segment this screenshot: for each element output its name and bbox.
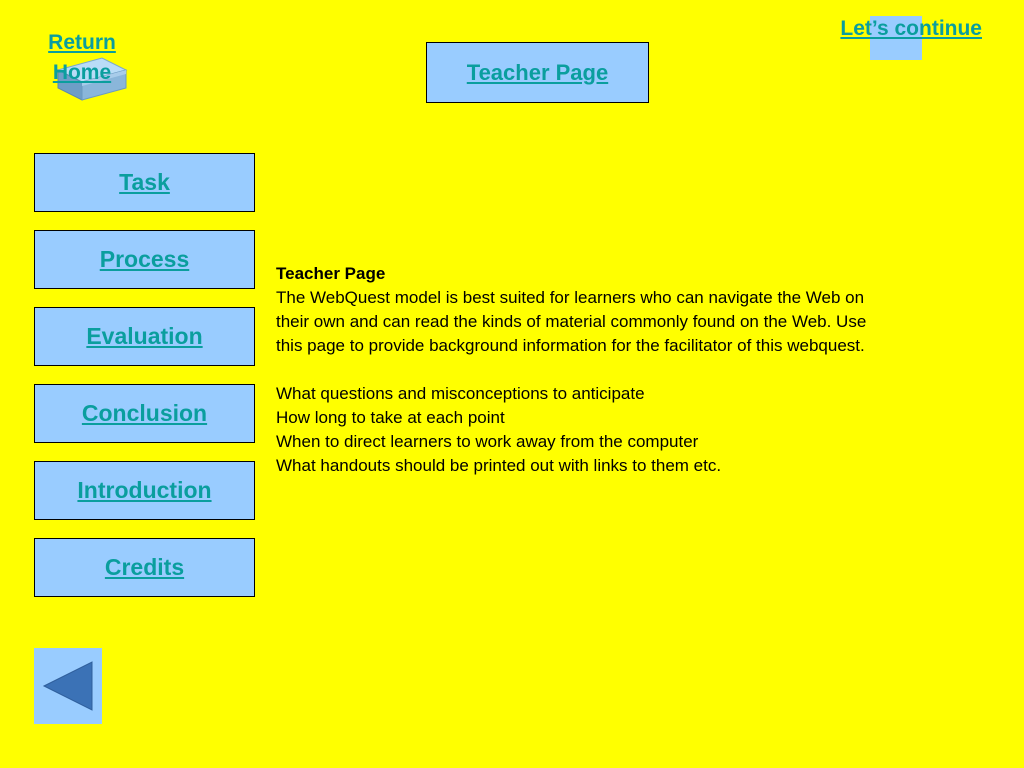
nav-link-evaluation[interactable]: Evaluation	[86, 323, 203, 349]
nav-button-evaluation[interactable]	[34, 307, 255, 366]
back-button[interactable]	[34, 648, 102, 724]
return-home-link[interactable]	[36, 28, 128, 88]
content-list-item: When to direct learners to work away from the computer	[276, 432, 699, 451]
return-home-line1[interactable]: Return	[48, 31, 116, 54]
page-title-box[interactable]	[426, 42, 649, 103]
content-paragraph-line-3: this page to provide background information for the facilitator of this webquest.	[276, 336, 865, 355]
content-paragraph-line-2: their own and can read the kinds of material commonly found on the Web. Use	[276, 312, 867, 331]
teacher-page-content	[276, 262, 996, 478]
nav-link-introduction[interactable]: Introduction	[77, 477, 212, 503]
nav-link-task[interactable]: Task	[119, 169, 170, 195]
nav-button-task[interactable]	[34, 153, 255, 212]
content-heading: Teacher Page	[276, 264, 386, 283]
content-spacer	[276, 358, 996, 382]
content-list-item: What questions and misconceptions to anticipate	[276, 384, 645, 403]
nav-button-introduction[interactable]	[34, 461, 255, 520]
content-list-item: How long to take at each point	[276, 408, 505, 427]
content-paragraph-line-1: The WebQuest model is best suited for learners who can navigate the Web on	[276, 288, 865, 307]
nav-button-conclusion[interactable]	[34, 384, 255, 443]
nav-button-process[interactable]	[34, 230, 255, 289]
content-list-item: What handouts should be printed out with links to them etc.	[276, 456, 722, 475]
nav-link-process[interactable]: Process	[99, 246, 190, 272]
lets-continue-link[interactable]: Let’s continue	[840, 17, 982, 40]
page-title[interactable]: Teacher Page	[466, 59, 609, 85]
return-home-line2[interactable]: Home	[52, 61, 112, 84]
nav-link-credits[interactable]: Credits	[104, 554, 185, 580]
back-arrow-icon[interactable]	[34, 648, 102, 724]
nav-button-credits[interactable]	[34, 538, 255, 597]
nav-link-conclusion[interactable]: Conclusion	[81, 400, 208, 426]
return-home[interactable]	[36, 28, 136, 102]
